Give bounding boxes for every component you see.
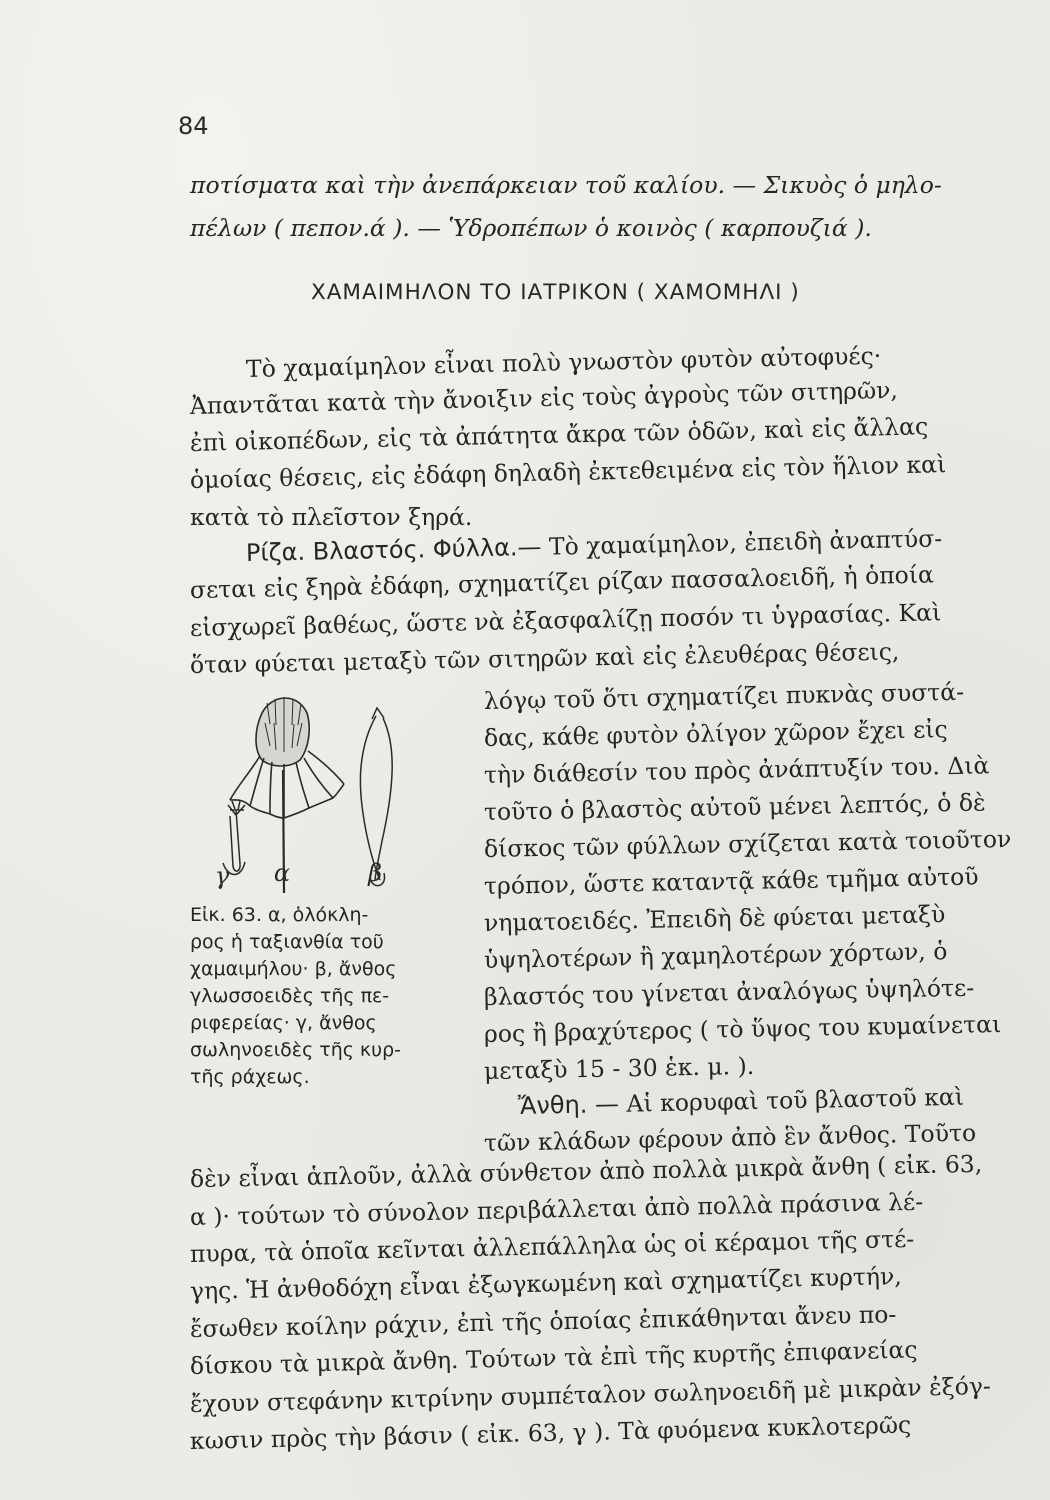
chamomile-flower-illustration (212, 688, 450, 894)
wrapped-line-3: τὴν διάθεσίν του πρὸς ἀνάπτυξίν του. Διὰ (483, 751, 990, 789)
wrapped-line-10: ρος ἢ βραχύτερος ( τὸ ὕψος του κυμαίνεται (483, 1010, 1002, 1048)
flowers-line-9: ἔχουν στεφάνην κιτρίνην συμπέταλον σωληνοειδῆ μὲ μικρὰν ἐξόγ- (189, 1371, 992, 1418)
line-2: πέλων ( πεπον.ά ). — Ὑδροπέπων ὁ κοινὸς ( καρπουζιά ). (190, 214, 872, 242)
flowers-line-2: τῶν κλάδων φέρουν ἀπὸ ἓν ἄνθος. Τοῦτο (483, 1118, 977, 1157)
flowers-line-1 (518, 1082, 965, 1121)
figure-label-c: γ (214, 862, 230, 890)
root-stem-leaves-label: Ρίζα. Βλαστός. Φύλλα.— (245, 532, 542, 567)
flowers-line-3: δὲν εἶναι ἁπλοῦν, ἀλλὰ σύνθετον ἀπὸ πολλὰ μικρὰ ἄνθη ( εἰκ. 63, (189, 1149, 983, 1193)
page-number: 84 (178, 112, 209, 140)
wrapped-line-6: τρόπον, ὥστε καταντᾷ κάθε τμῆμα αὐτοῦ (483, 862, 979, 900)
paragraph-2-line-4: ὅταν φύεται μεταξὺ τῶν σιτηρῶν καὶ εἰς ἐλευθέρας θέσεις, (189, 637, 900, 679)
figure-label-a: α (273, 859, 291, 887)
wrapped-line-9: βλαστός του γίνεται ἀναλόγως ὑψηλότε- (483, 973, 975, 1011)
paragraph-1-line-2: Ἀπαντᾶται κατὰ τὴν ἄνοιξιν εἰς τοὺς ἀγροὺς τῶν σιτηρῶν, (189, 375, 899, 420)
wrapped-line-5: δίσκος τῶν φύλλων σχίζεται κατὰ τοιοῦτον (483, 824, 1012, 863)
wrapped-line-7: νηματοειδές. Ἐπειδὴ δὲ φύεται μεταξὺ (483, 900, 946, 937)
flowers-line-1-rest: Αἱ κορυφαὶ τοῦ βλαστοῦ καὶ (618, 1082, 965, 1118)
paragraph-2-line-2: σεται εἰς ξηρὰ ἐδάφη, σχηματίζει ρίζαν πασσαλοειδῆ, ἡ ὁποία (189, 560, 935, 604)
paragraph-1-line-5: κατὰ τὸ πλεῖστον ξηρά. (190, 503, 473, 531)
wrapped-line-2: δας, κάθε φυτὸν ὀλίγον χῶρον ἔχει εἰς (483, 715, 948, 752)
flowers-line-8: δίσκου τὰ μικρὰ ἄνθη. Τούτων τὰ ἐπὶ τῆς κυρτῆς ἐπιφανείας (189, 1335, 918, 1380)
flowers-line-4: α )· τούτων τὸ σύνολον περιβάλλεται ἀπὸ πολλὰ πράσινα λέ- (189, 1187, 924, 1231)
figure-label-b: β (368, 859, 382, 887)
flowers-line-5: πυρα, τὰ ὁποῖα κεῖνται ἀλλεπάλληλα ὡς οἱ κέραμοι τῆς στέ- (189, 1224, 915, 1268)
wrapped-line-1: λόγῳ τοῦ ὅτι σχηματίζει πυκνὰς συστά- (483, 677, 965, 715)
wrapped-line-4: τοῦτο ὁ βλαστὸς αὐτοῦ μένει λεπτός, ὁ δὲ (483, 788, 986, 826)
figure-caption: Εἰκ. 63. α, ὁλόκλη- ρος ἡ ταξιανθία τοῦ χαμαιμήλου· β, ἄνθος γλωσσοειδὲς τῆς πε- ριφερείας· γ, ἄνθος σωληνοειδὲς τῆς κυρ- τῆς ράχεως. (190, 904, 402, 1088)
flowers-label: Ἄνθη. — (517, 1089, 620, 1120)
paragraph-1-line-1: Τὸ χαμαίμηλον εἶναι πολὺ γνωστὸν φυτὸν αὐτοφυές· (245, 341, 882, 383)
flowers-line-6: γης. Ἡ ἀνθοδόχη εἶναι ἐξωγκωμένη καὶ σχηματίζει κυρτήν, (189, 1262, 902, 1305)
paragraph-1-line-4: ὁμοίας θέσεις, εἰς ἐδάφη δηλαδὴ ἐκτεθειμένα εἰς τὸν ἥλιον καὶ (189, 450, 947, 494)
flowers-line-10: κωσιν πρὸς τὴν βάσιν ( εἰκ. 63, γ ). Τὰ φυόμενα κυκλοτερῶς (189, 1410, 912, 1455)
paragraph-2-line-3: εἰσχωρεῖ βαθέως, ὥστε νὰ ἐξασφαλίζῃ ποσόν τι ὑγρασίας. Καὶ (189, 598, 942, 642)
section-heading: ΧΑΜΑΙΜΗΛΟΝ ΤΟ ΙΑΤΡΙΚΟΝ ( ΧΑΜΟΜΗΛΙ ) (311, 280, 800, 305)
wrapped-line-11: μεταξὺ 15 - 30 ἑκ. μ. ). (483, 1051, 755, 1085)
flowers-line-7: ἔσωθεν κοίλην ράχιν, ἐπὶ τῆς ὁποίας ἐπικάθηνται ἄνευ πο- (189, 1300, 897, 1343)
paragraph-1-line-3: ἐπὶ οἰκοπέδων, εἰς τὰ ἀπάτητα ἄκρα τῶν ὁδῶν, καὶ εἰς ἄλλας (189, 412, 929, 457)
wrapped-line-8: ὑψηλοτέρων ἢ χαμηλοτέρων χόρτων, ὁ (483, 937, 948, 974)
paragraph-2-line-1-rest: Τὸ χαμαίμηλον, ἐπειδὴ ἀναπτύσ- (541, 524, 943, 561)
line-1: ποτίσματα καὶ τὴν ἀνεπάρκειαν τοῦ καλίου. — Σικυὸς ὁ μηλο- (190, 171, 942, 199)
